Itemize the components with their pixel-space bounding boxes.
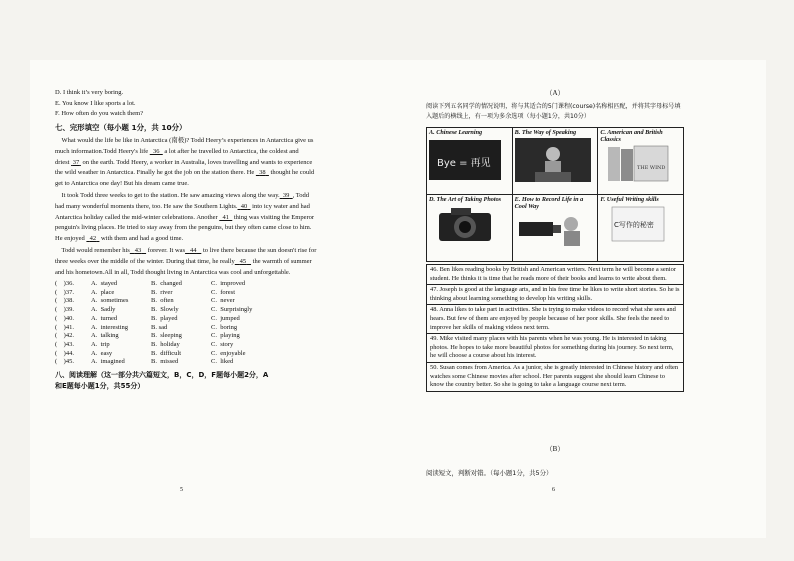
section-b-instruction: 阅读短文，判断对错。（每小题1分，共5分） (426, 469, 553, 477)
blank-45: 45 (239, 257, 247, 265)
section8-title: 八、阅读理解（这一部分共六篇短文，B，C，D，F题每小题2分，A 和E题每小题1分，共55分） (55, 370, 269, 390)
question-46[interactable]: 46. Ben likes reading books by British and American writers. Next term he will become a senior student. He thinks it is time that he reads more of their books and learns to write about them. (427, 265, 684, 285)
course-c: C. American and British Classics THE WIND (598, 128, 684, 195)
cloze-choices (55, 280, 317, 367)
svg-text:THE WIND: THE WIND (637, 165, 666, 171)
choice-row-38[interactable]: ( )38. A. sometimes B. often C. never (55, 297, 235, 305)
blank-36: 36 (153, 147, 160, 155)
page-number-left: 5 (180, 487, 183, 493)
speaker-photo (515, 138, 596, 182)
page-number-right: 6 (552, 487, 555, 493)
section-b-title: （B） (545, 445, 565, 453)
course-b: B. The Way of Speaking (512, 128, 598, 195)
question-50[interactable]: 50. Susan comes from America. As a junior, she is greatly interested in Chinese history and often watches some Chinese movies after school. Her parents suggest she should learn Chinese to know the country better. So she is going to take a language course next term. (427, 362, 684, 391)
choice-row-41[interactable]: ( )41. A. interesting B. sad C. boring (55, 323, 238, 331)
section7-title: 七、完形填空（每小题 1分，共 10分） (55, 122, 187, 132)
choice-row-45[interactable]: ( )45. A. imagined B. missed C. liked (55, 358, 234, 366)
choice-row-37[interactable]: ( )37. A. place B. river C. forest (55, 288, 236, 296)
choice-row-42[interactable]: ( )42. A. talking B. sleeping C. playing (55, 332, 240, 340)
books-image (600, 145, 681, 189)
course-f: F. Useful Writing skills C写作的秘密 (598, 195, 684, 262)
blank-41: 41 (222, 213, 229, 221)
choice-row-43[interactable]: ( )43. A. trip B. holiday C. story (55, 340, 234, 348)
option-d: D. I think it’s very boring. (55, 89, 124, 96)
choice-row-39[interactable]: ( )39. A. Sadly B. Slowly C. Surprisingly (55, 306, 253, 314)
right-page (426, 88, 684, 477)
choice-row-40[interactable]: ( )40. A. turned B. played C. jumped (55, 314, 240, 322)
course-a: A. Chinese Learning Bye = 再见 (427, 128, 513, 195)
cloze-paragraph-2: It took Todd three weeks to get to the station. He saw amazing views along the way. 39 , Todd had many wonderful moments there, too. He saw the Southern Lights. 40 into icy water and had Antarctica holiday called the mid-winter celebrations. Another 41 thing was visiting the Emperor penguin's living places. He tried to stay away from the penguins, but they often came close to him. He enjoyed 42 with them and had a good time. (55, 192, 315, 242)
choice-row-44[interactable]: ( )44. A. easy B. difficult C. enjoyable (55, 349, 246, 357)
left-page (55, 88, 317, 392)
blank-42: 42 (89, 234, 97, 242)
cloze-paragraph-1: What would the life be like in Antarctica (南极)? Todd Heery’s experiences in Antarctica give us much information.Todd Heery's life 36 a lot after he travelled to Antarctica, the coldest and driest 37 on the earth. Todd Heery, a worker in Australia, loves travelling and wants to experience the wild weather in Antarctica. Finally he got the job on the station there. He 38 thought he could get to Antarctica one day! But his dream came true. (55, 137, 315, 187)
blank-37: 37 (72, 158, 80, 166)
blank-39: 39 (282, 192, 290, 200)
option-f: F. How often do you watch them? (55, 110, 144, 118)
choice-row-36[interactable]: ( )36. A. stayed B. changed C. improved (55, 280, 246, 288)
option-e: E. You know I like sports a lot. (55, 99, 136, 107)
svg-text:Bye = 再见: Bye = 再见 (437, 158, 491, 169)
video-camera-icon (515, 212, 596, 256)
course-grid (426, 127, 684, 262)
blank-38: 38 (259, 169, 266, 177)
question-table (426, 264, 684, 392)
chalkboard-image (429, 138, 510, 182)
question-47[interactable]: 47. Joseph is good at the language arts, and in his free time he likes to write short stories. So he is thinking about learning something to develop his writing skills. (427, 285, 684, 305)
section-a-instruction: 阅读下列五名同学的情况说明，将与其适合的5门课程(course)名称相匹配，并将其字母标号填入题后的横线上，有一项为多余选项（每小题1分，共10分） (426, 103, 681, 120)
question-49[interactable]: 49. Mike visited many places with his parents when he was young. He is interested in taking photos. He hopes to take more beautiful photos for something during his journey. So next term, he will choose a course about his interest. (427, 334, 684, 363)
writing-book-image (600, 205, 681, 249)
svg-text:C写作的秘密: C写作的秘密 (614, 221, 655, 229)
section-a-title: （A） (545, 89, 565, 97)
camera-icon (429, 205, 510, 249)
cloze-paragraph-3: Todd would remember his 43 forever. It was 44 to live there because the sun doesn't rise for three weeks over the middle of the winter. During that time, he really 45 the warmth of summer and his hometown.All in all, Todd thought living in Antarctica was cool and unforgettable. (55, 247, 317, 276)
blank-43: 43 (134, 247, 142, 255)
course-d: D. The Art of Taking Photos (427, 195, 513, 262)
course-e: E. How to Record Life in a Cool Way (512, 195, 598, 262)
blank-40: 40 (240, 202, 248, 210)
blank-44: 44 (189, 247, 197, 255)
question-48[interactable]: 48. Anna likes to take part in activities. She is trying to make videos to record what she sees and hears. But few of them are enjoyed by people because of her poor skills. She feels the need to improve her skills of making videos next term. (427, 305, 684, 334)
